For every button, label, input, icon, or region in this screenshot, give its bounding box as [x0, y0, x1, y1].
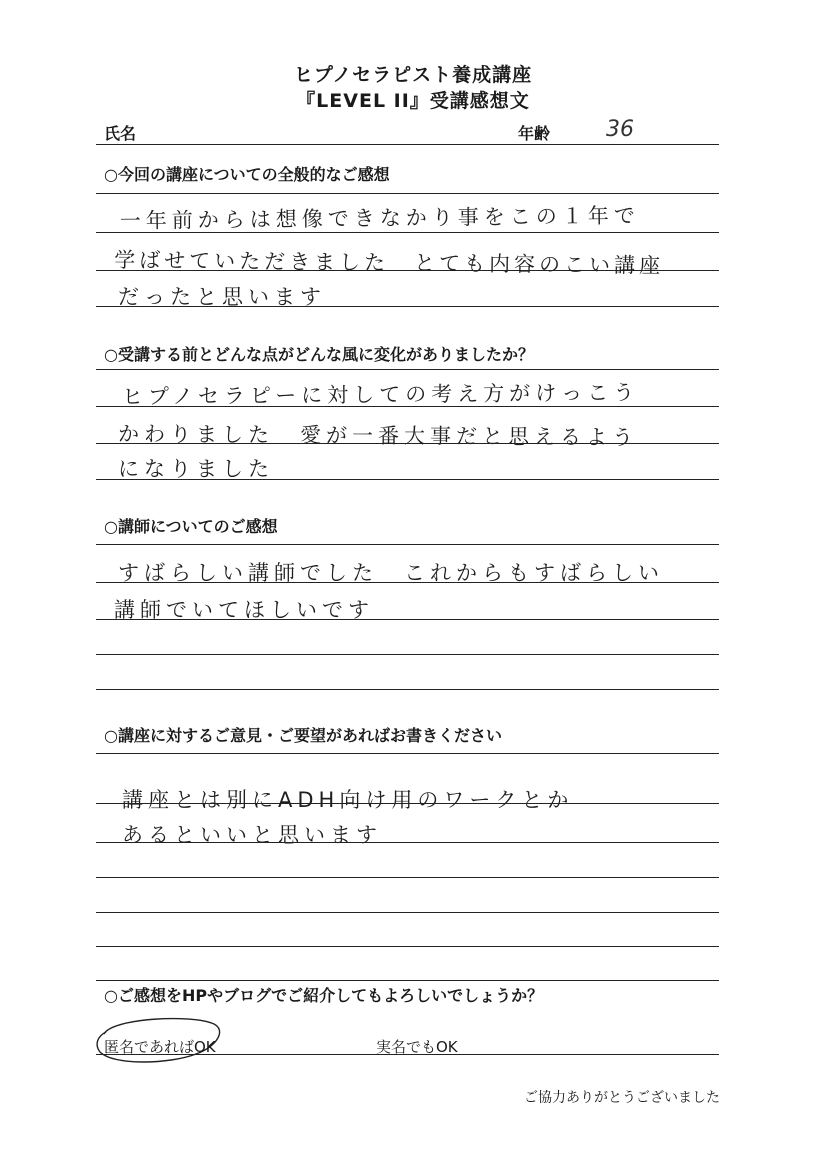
q3-rule-4	[96, 654, 719, 655]
q3-rule-1	[96, 544, 719, 545]
age-value: 36	[606, 117, 634, 142]
q4-rule-3	[96, 842, 719, 843]
form-title: ヒプノセラピスト養成講座	[293, 64, 533, 86]
question-change: ○受講する前とどんな点がどんな風に変化がありましたか？	[104, 345, 534, 364]
q2-rule-1	[96, 369, 719, 370]
answer-3-line-1: すばらしい講師でした これからもすばらしい	[118, 561, 664, 585]
name-label: 氏名	[104, 124, 137, 143]
q1-rule-2	[96, 232, 719, 233]
q3-rule-2	[96, 582, 719, 583]
q4-rule-4	[96, 877, 719, 878]
q4-rule-5	[96, 912, 719, 913]
question-general-impression: ○今回の講座についての全般的なご感想	[104, 165, 390, 184]
option-anonymous-ok[interactable]: 匿名であればOK	[104, 1038, 216, 1056]
answer-1-line-2: 学ばせていただきました とても内容のこい講座	[114, 248, 665, 278]
q2-rule-3	[96, 443, 719, 444]
answer-1-line-1: 一年前からは想像できなかり事をこの１年で	[119, 203, 640, 234]
question-requests: ○講座に対するご意見・ご要望があればお書きください	[104, 726, 502, 745]
q3-rule-3	[96, 619, 719, 620]
consent-rule	[96, 1054, 719, 1055]
answer-2-line-1: ヒプノセラピーに対しての考え方がけっこう	[121, 380, 640, 410]
age-label: 年齢	[518, 124, 551, 143]
thanks-message: ご協力ありがとうございました	[524, 1090, 720, 1106]
name-age-line	[96, 144, 719, 145]
answer-2-line-2: かわりました 愛が一番大事だと思えるよう	[118, 422, 639, 450]
q4-rule-7	[96, 980, 719, 981]
q2-rule-4	[96, 479, 719, 480]
question-consent: ○ご感想をHPやブログでご紹介してもよろしいでしょうか？	[104, 986, 544, 1005]
q4-rule-1	[96, 753, 719, 754]
q4-rule-2	[96, 803, 719, 804]
answer-2-line-3: になりました	[118, 457, 274, 481]
answer-3-line-2: 講師でいてほしいです	[114, 598, 374, 622]
form-subtitle: 『LEVEL II』受講感想文	[296, 90, 530, 112]
option-realname-ok[interactable]: 実名でもOK	[376, 1038, 458, 1056]
q4-rule-6	[96, 946, 719, 947]
q1-rule-3	[96, 270, 719, 271]
q1-rule-4	[96, 306, 719, 307]
q3-rule-5	[96, 689, 719, 690]
answer-4-line-2: あるといいと思います	[122, 823, 382, 847]
answer-1-line-3: だったと思います	[118, 285, 326, 309]
question-instructor: ○講師についてのご感想	[104, 517, 278, 536]
answer-4-line-1: 講座とは別にADH向け用のワークとか	[122, 788, 574, 812]
q1-rule-1	[96, 193, 719, 194]
q2-rule-2	[96, 406, 719, 407]
